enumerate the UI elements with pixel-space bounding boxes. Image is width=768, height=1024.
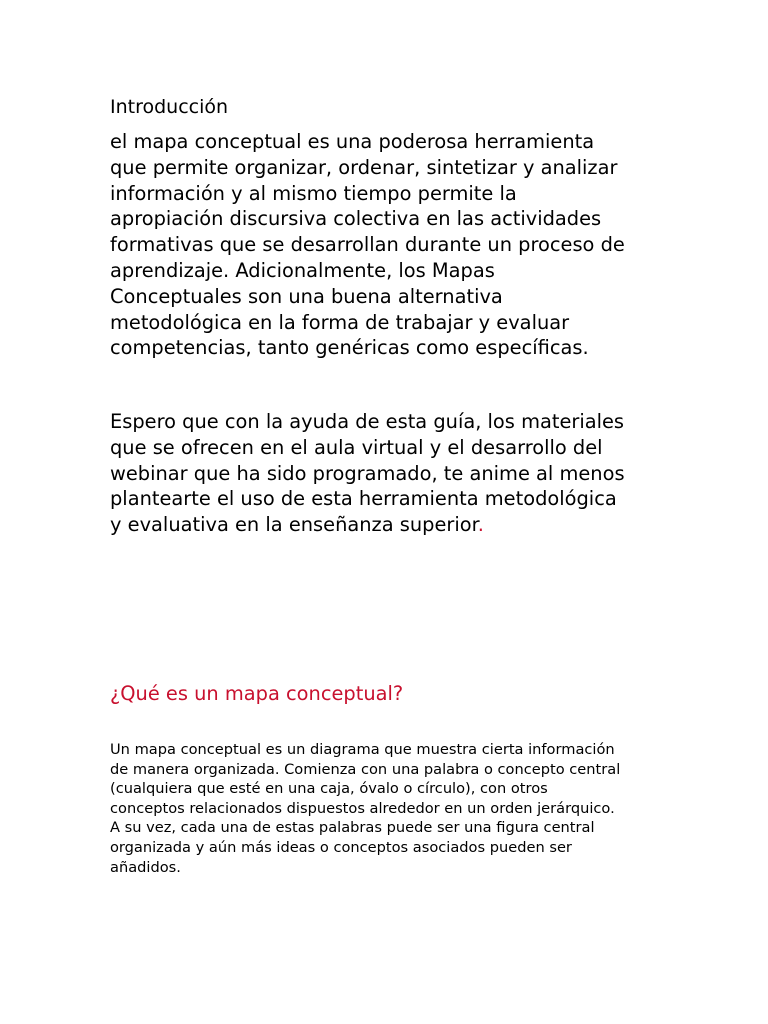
question-heading: ¿Qué es un mapa conceptual? <box>110 682 404 705</box>
hope-paragraph-text: Espero que con la ayuda de esta guía, los materiales que se ofrecen en el aula virtual y el desarrollo del webinar que ha sido programado, te anime al menos plantearte el uso de esta herramienta metodológica y evaluativa en la enseñanza superior <box>110 410 625 537</box>
hope-paragraph <box>110 409 670 538</box>
introduction-heading: Introducción <box>110 96 229 118</box>
definition-paragraph: Un mapa conceptual es un diagrama que muestra cierta información de manera organizada. Comienza con una palabra o concepto central (cualquiera que esté en una caja, óvalo o círculo), con otros conceptos relacionados dispuestos alrededor en un orden jerárquico. A su vez, cada una de estas palabras puede ser una figura central organizada y aún más ideas o conceptos asociados pueden ser añadidos. <box>110 741 621 876</box>
introduction-paragraph: el mapa conceptual es una poderosa herramienta que permite organizar, ordenar, sintetizar y analizar información y al mismo tiempo permite la apropiación discursiva colectiva en las actividades formativas que se desarrollan durante un proceso de aprendizaje. Adicionalmente, los Mapas Conceptuales son una buena alternativa metodológica en la forma de trabajar y evaluar competencias, tanto genéricas como específicas. <box>110 130 625 360</box>
red-period: . <box>477 513 484 537</box>
